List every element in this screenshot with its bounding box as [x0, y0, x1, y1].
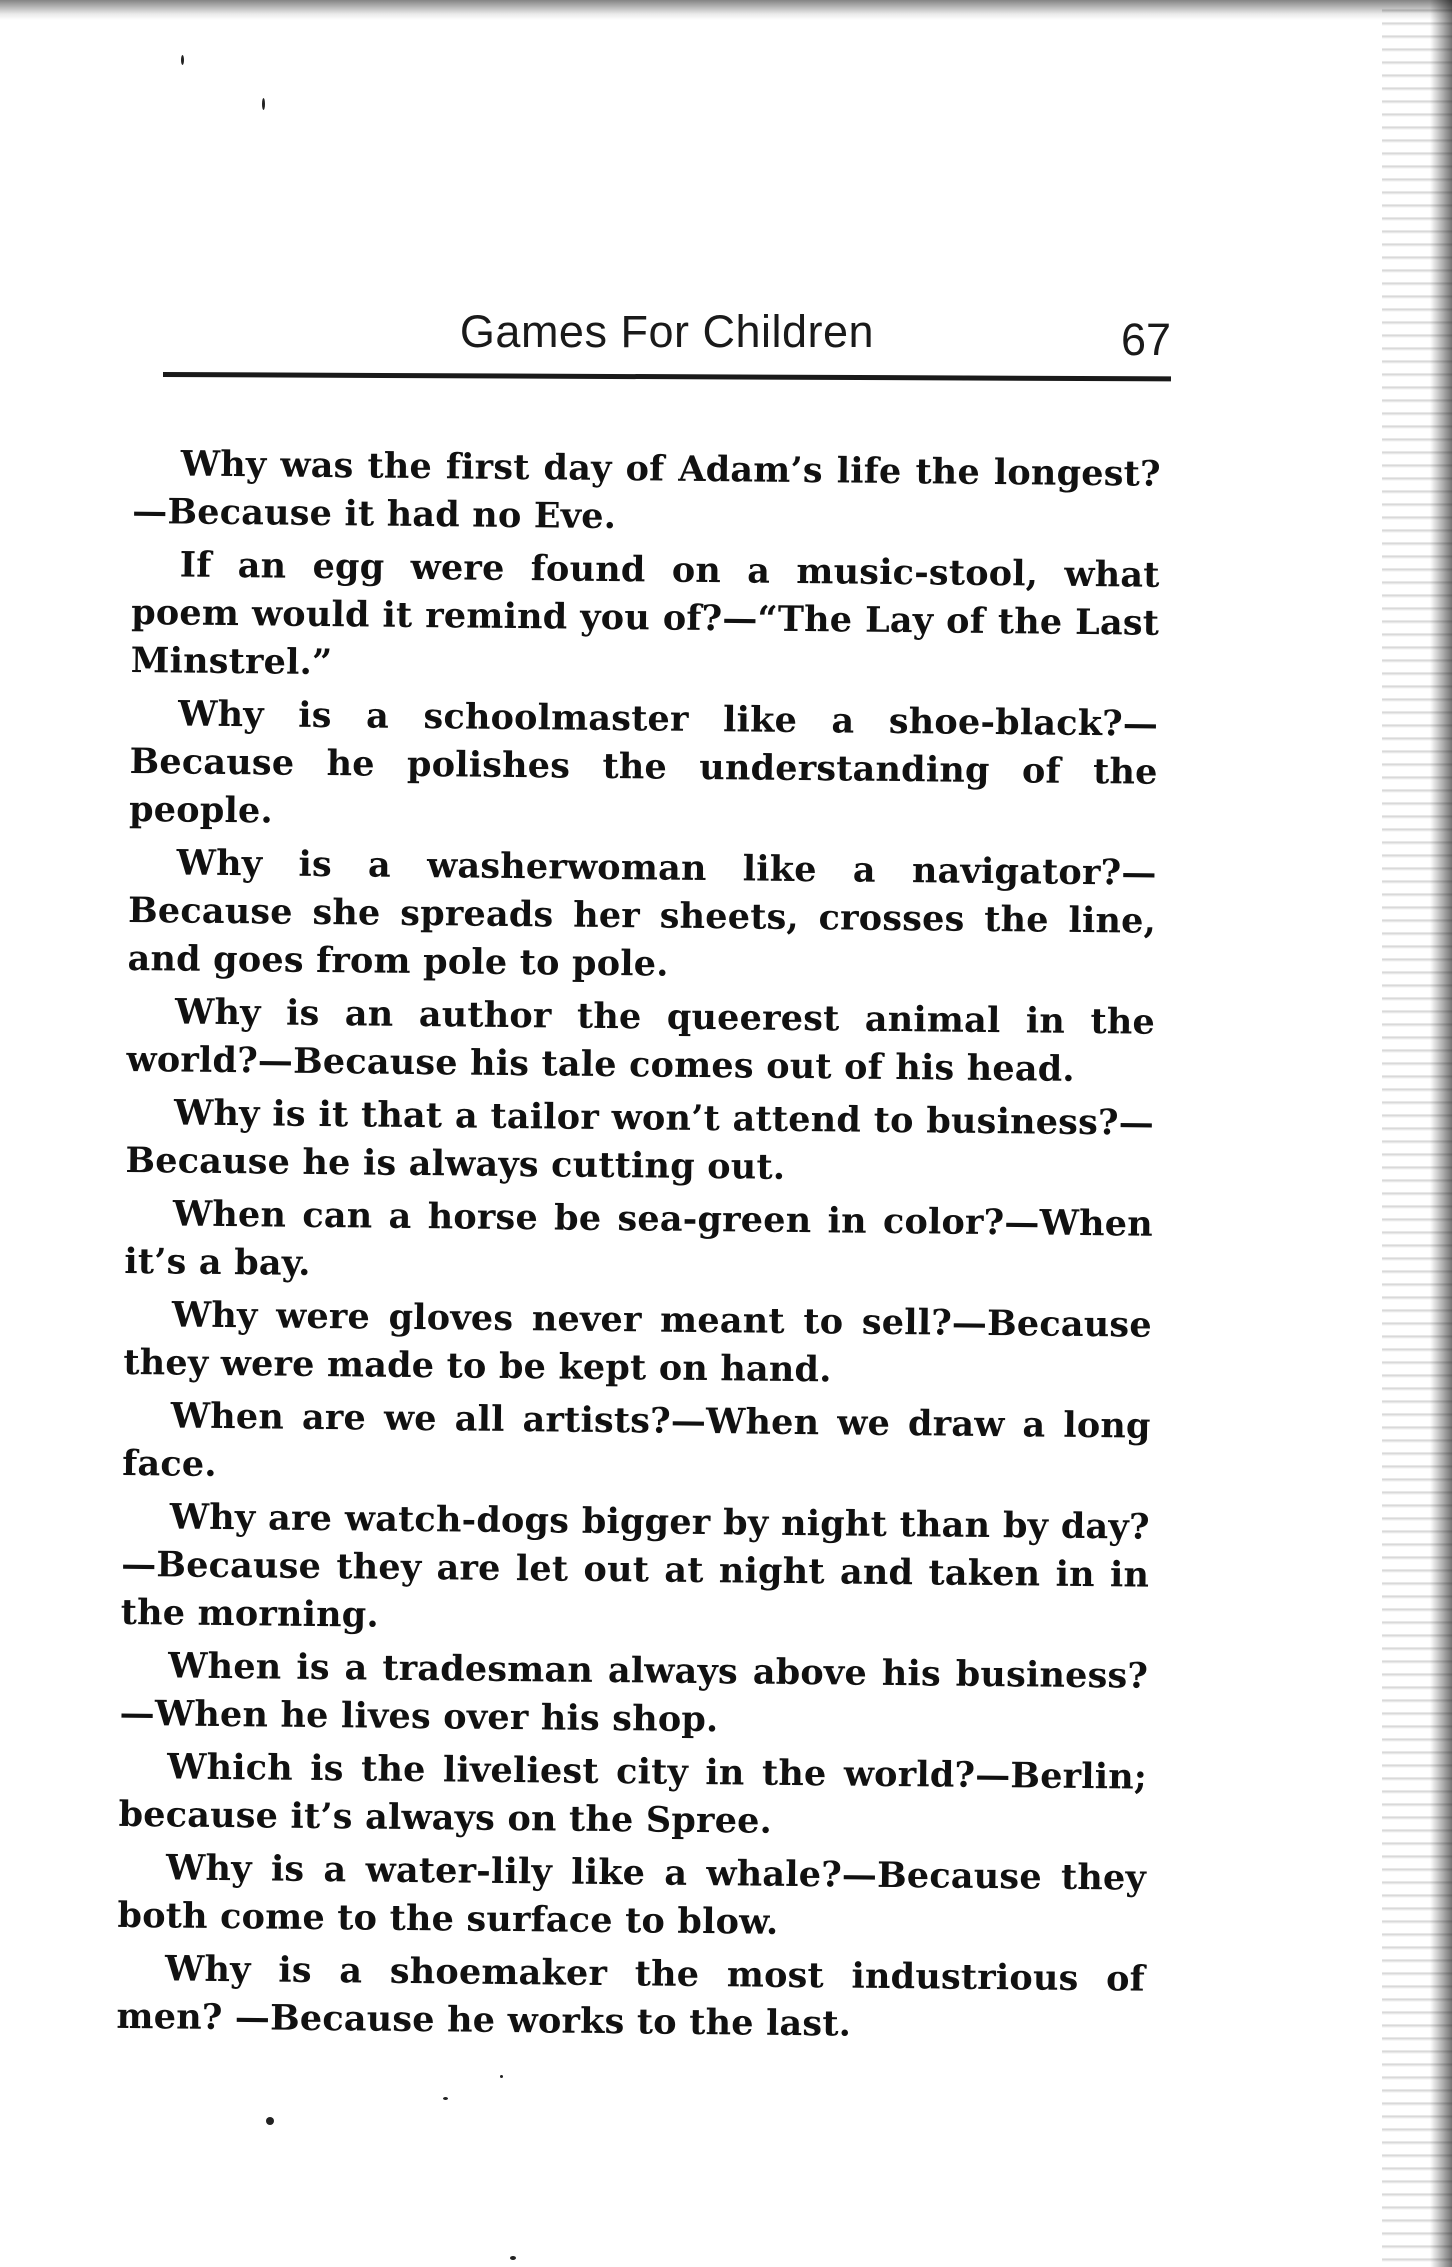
page-header — [163, 300, 1171, 386]
scan-edge-top — [0, 0, 1452, 20]
scan-speck — [262, 98, 265, 110]
riddle-paragraph: Why were gloves never meant to sell?—Because they were made to be kept on hand. — [123, 1294, 1153, 1391]
riddle-paragraph: When can a horse be sea-green in color?—When it’s a bay. — [124, 1193, 1154, 1284]
riddle-paragraph: Why is a water-lily like a whale?—Because they both come to the surface to blow. — [117, 1847, 1147, 1943]
riddle-paragraph: If an egg were found on a music-stool, what poem would it remind you of?—“The Lay of the Last Minstrel.” — [130, 544, 1160, 684]
running-title: Games For Children — [459, 306, 875, 357]
scan-speck — [500, 2075, 503, 2078]
header-rule — [163, 372, 1171, 381]
riddle-paragraph: Why is an author the queerest animal in the world?—Because his tale comes out of his head. — [126, 991, 1156, 1090]
scan-speck — [443, 2097, 448, 2100]
scan-speck — [181, 55, 184, 65]
riddle-paragraph: Why was the first day of Adam’s life the longest? —Because it had no Eve. — [132, 443, 1161, 538]
scan-edge-shadow — [1430, 0, 1452, 2267]
scan-speck — [266, 2117, 274, 2125]
riddle-paragraph: Which is the liveliest city in the world?—Berlin; because it’s always on the Spree. — [118, 1746, 1148, 1842]
riddle-paragraph: Why are watch-dogs bigger by night than by day? —Because they are let out at night and taken in in the morning. — [120, 1496, 1150, 1636]
riddle-paragraph: Why is it that a tailor won’t attend to business?—Because he is always cutting out. — [125, 1092, 1155, 1188]
riddle-paragraph: Why is a washerwoman like a navigator?—Because she spreads her sheets, crosses the line, and goes from pole to pole. — [127, 842, 1157, 985]
riddle-paragraph: When is a tradesman always above his business? —When he lives over his shop. — [119, 1645, 1149, 1741]
riddle-paragraph: When are we all artists?—When we draw a long face. — [122, 1395, 1151, 1485]
page-number: 67 — [1120, 314, 1171, 365]
riddle-paragraph: Why is a shoemaker the most industrious of men? —Because he works to the last. — [116, 1948, 1146, 2045]
scan-speck — [510, 2256, 516, 2260]
riddle-list — [116, 440, 1161, 2057]
riddle-paragraph: Why is a schoolmaster like a shoe-black?—Because he polishes the understanding of the people. — [128, 693, 1159, 832]
